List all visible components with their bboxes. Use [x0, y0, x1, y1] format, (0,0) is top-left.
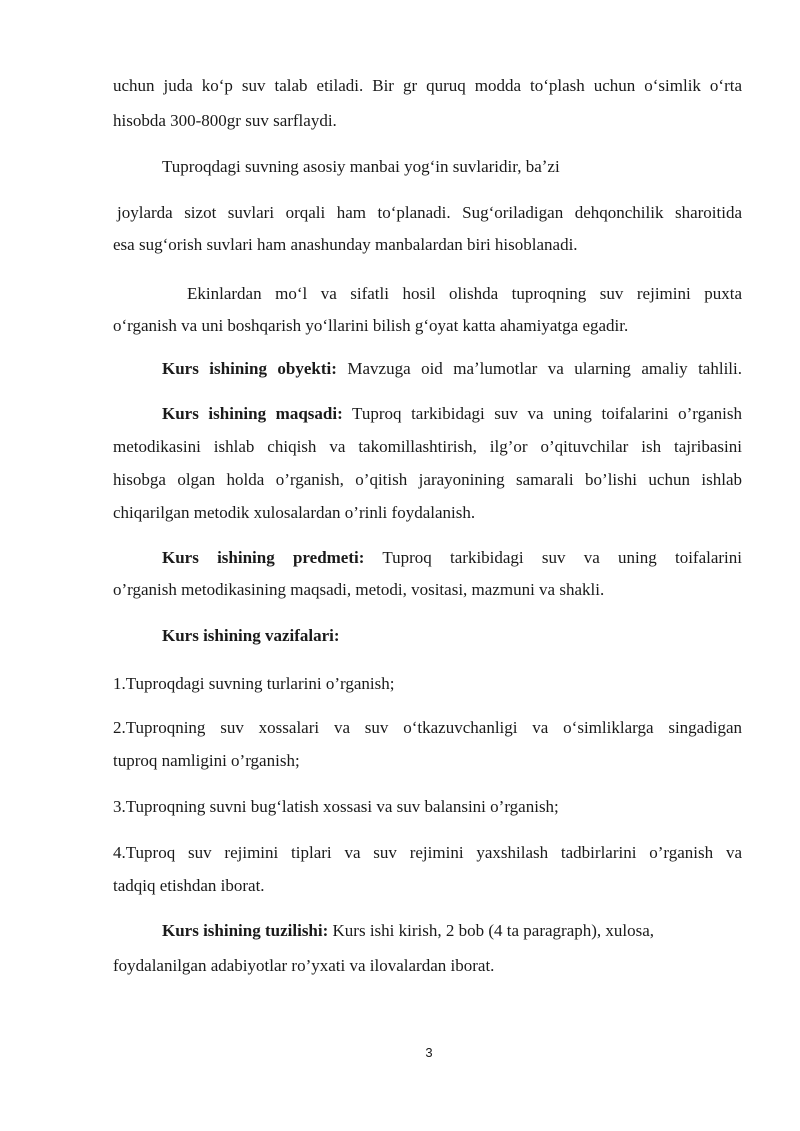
- heading-objekt: Kurs ishining obyekti:: [162, 359, 337, 378]
- heading-tuzilish: Kurs ishining tuzilishi:: [162, 921, 329, 940]
- paragraph-predmet: [162, 547, 742, 569]
- page-number: 3: [425, 1045, 433, 1060]
- heading-predmet: Kurs ishining predmeti:: [162, 548, 365, 567]
- text-predmet: Tuproq tarkibidagi suv va uning toifalarini: [364, 548, 742, 567]
- text-objekt: Mavzuga oid maʼlumotlar va ularning amaliy tahlili.: [336, 359, 742, 378]
- list-item: 1.Tuproqdagi suvning turlarini o’rganish;: [113, 674, 395, 693]
- text-line: oʻrganish va uni boshqarish yoʻllarini bilish gʻoyat katta ahamiyatga egadir.: [113, 316, 629, 335]
- paragraph-maqsad: [162, 403, 742, 425]
- text-line: esa sugʻorish suvlari ham anashunday manbalardan biri hisoblanadi.: [113, 235, 578, 254]
- text-line: metodikasini ishlab chiqish va takomillashtirish, ilg’or o’qituvchilar ish tajribasini: [113, 437, 742, 456]
- heading-maqsad: Kurs ishining maqsadi:: [162, 404, 343, 423]
- text-maqsad: Tuproq tarkibidagi suv va uning toifalarini o’rganish: [342, 404, 742, 423]
- paragraph-objekt: [162, 358, 742, 380]
- list-item: 3.Tuproqning suvni bugʻlatish xossasi va suv balansini o’rganish;: [113, 797, 559, 816]
- text-tuzilish: Kurs ishi kirish, 2 bob (4 ta paragraph), xulosa,: [328, 921, 655, 940]
- text-line: tadqiq etishdan iborat.: [113, 876, 265, 895]
- text-line: o’rganish metodikasining maqsadi, metodi, vositasi, mazmuni va shakli.: [113, 580, 605, 599]
- paragraph-tuzilish: [162, 920, 742, 942]
- text-line: hisobga olgan holda o’rganish, o’qitish jarayonining samarali bo’lishi uchun ishlab: [113, 470, 742, 489]
- heading-vazifalar: Kurs ishining vazifalari:: [162, 626, 340, 645]
- text-line: Tuproqdagi suvning asosiy manbai yogʻin suvlaridir, baʼzi: [162, 157, 560, 176]
- text-line: tuproq namligini o’rganish;: [113, 751, 300, 770]
- paragraph-vazifalar: [162, 625, 742, 647]
- text-line: foydalanilgan adabiyotlar ro’yxati va ilovalardan iborat.: [113, 956, 495, 975]
- text-line: Ekinlardan moʻl va sifatli hosil olishda tuproqning suv rejimini puxta: [187, 284, 742, 303]
- text-line: hisobda 300-800gr suv sarflaydi.: [113, 111, 337, 130]
- text-line: uchun juda koʻp suv talab etiladi. Bir gr quruq modda toʻplash uchun oʻsimlik oʻrta: [113, 76, 742, 95]
- text-line: joylarda sizot suvlari orqali ham toʻplanadi. Sugʻoriladigan dehqonchilik sharoitida: [117, 203, 742, 222]
- list-item: 4.Tuproq suv rejimini tiplari va suv rejimini yaxshilash tadbirlarini o’rganish va: [113, 843, 742, 862]
- text-line: chiqarilgan metodik xulosalardan o’rinli foydalanish.: [113, 503, 476, 522]
- list-item: 2.Tuproqning suv xossalari va suv oʻtkazuvchanligi va oʻsimliklarga singadigan: [113, 718, 742, 737]
